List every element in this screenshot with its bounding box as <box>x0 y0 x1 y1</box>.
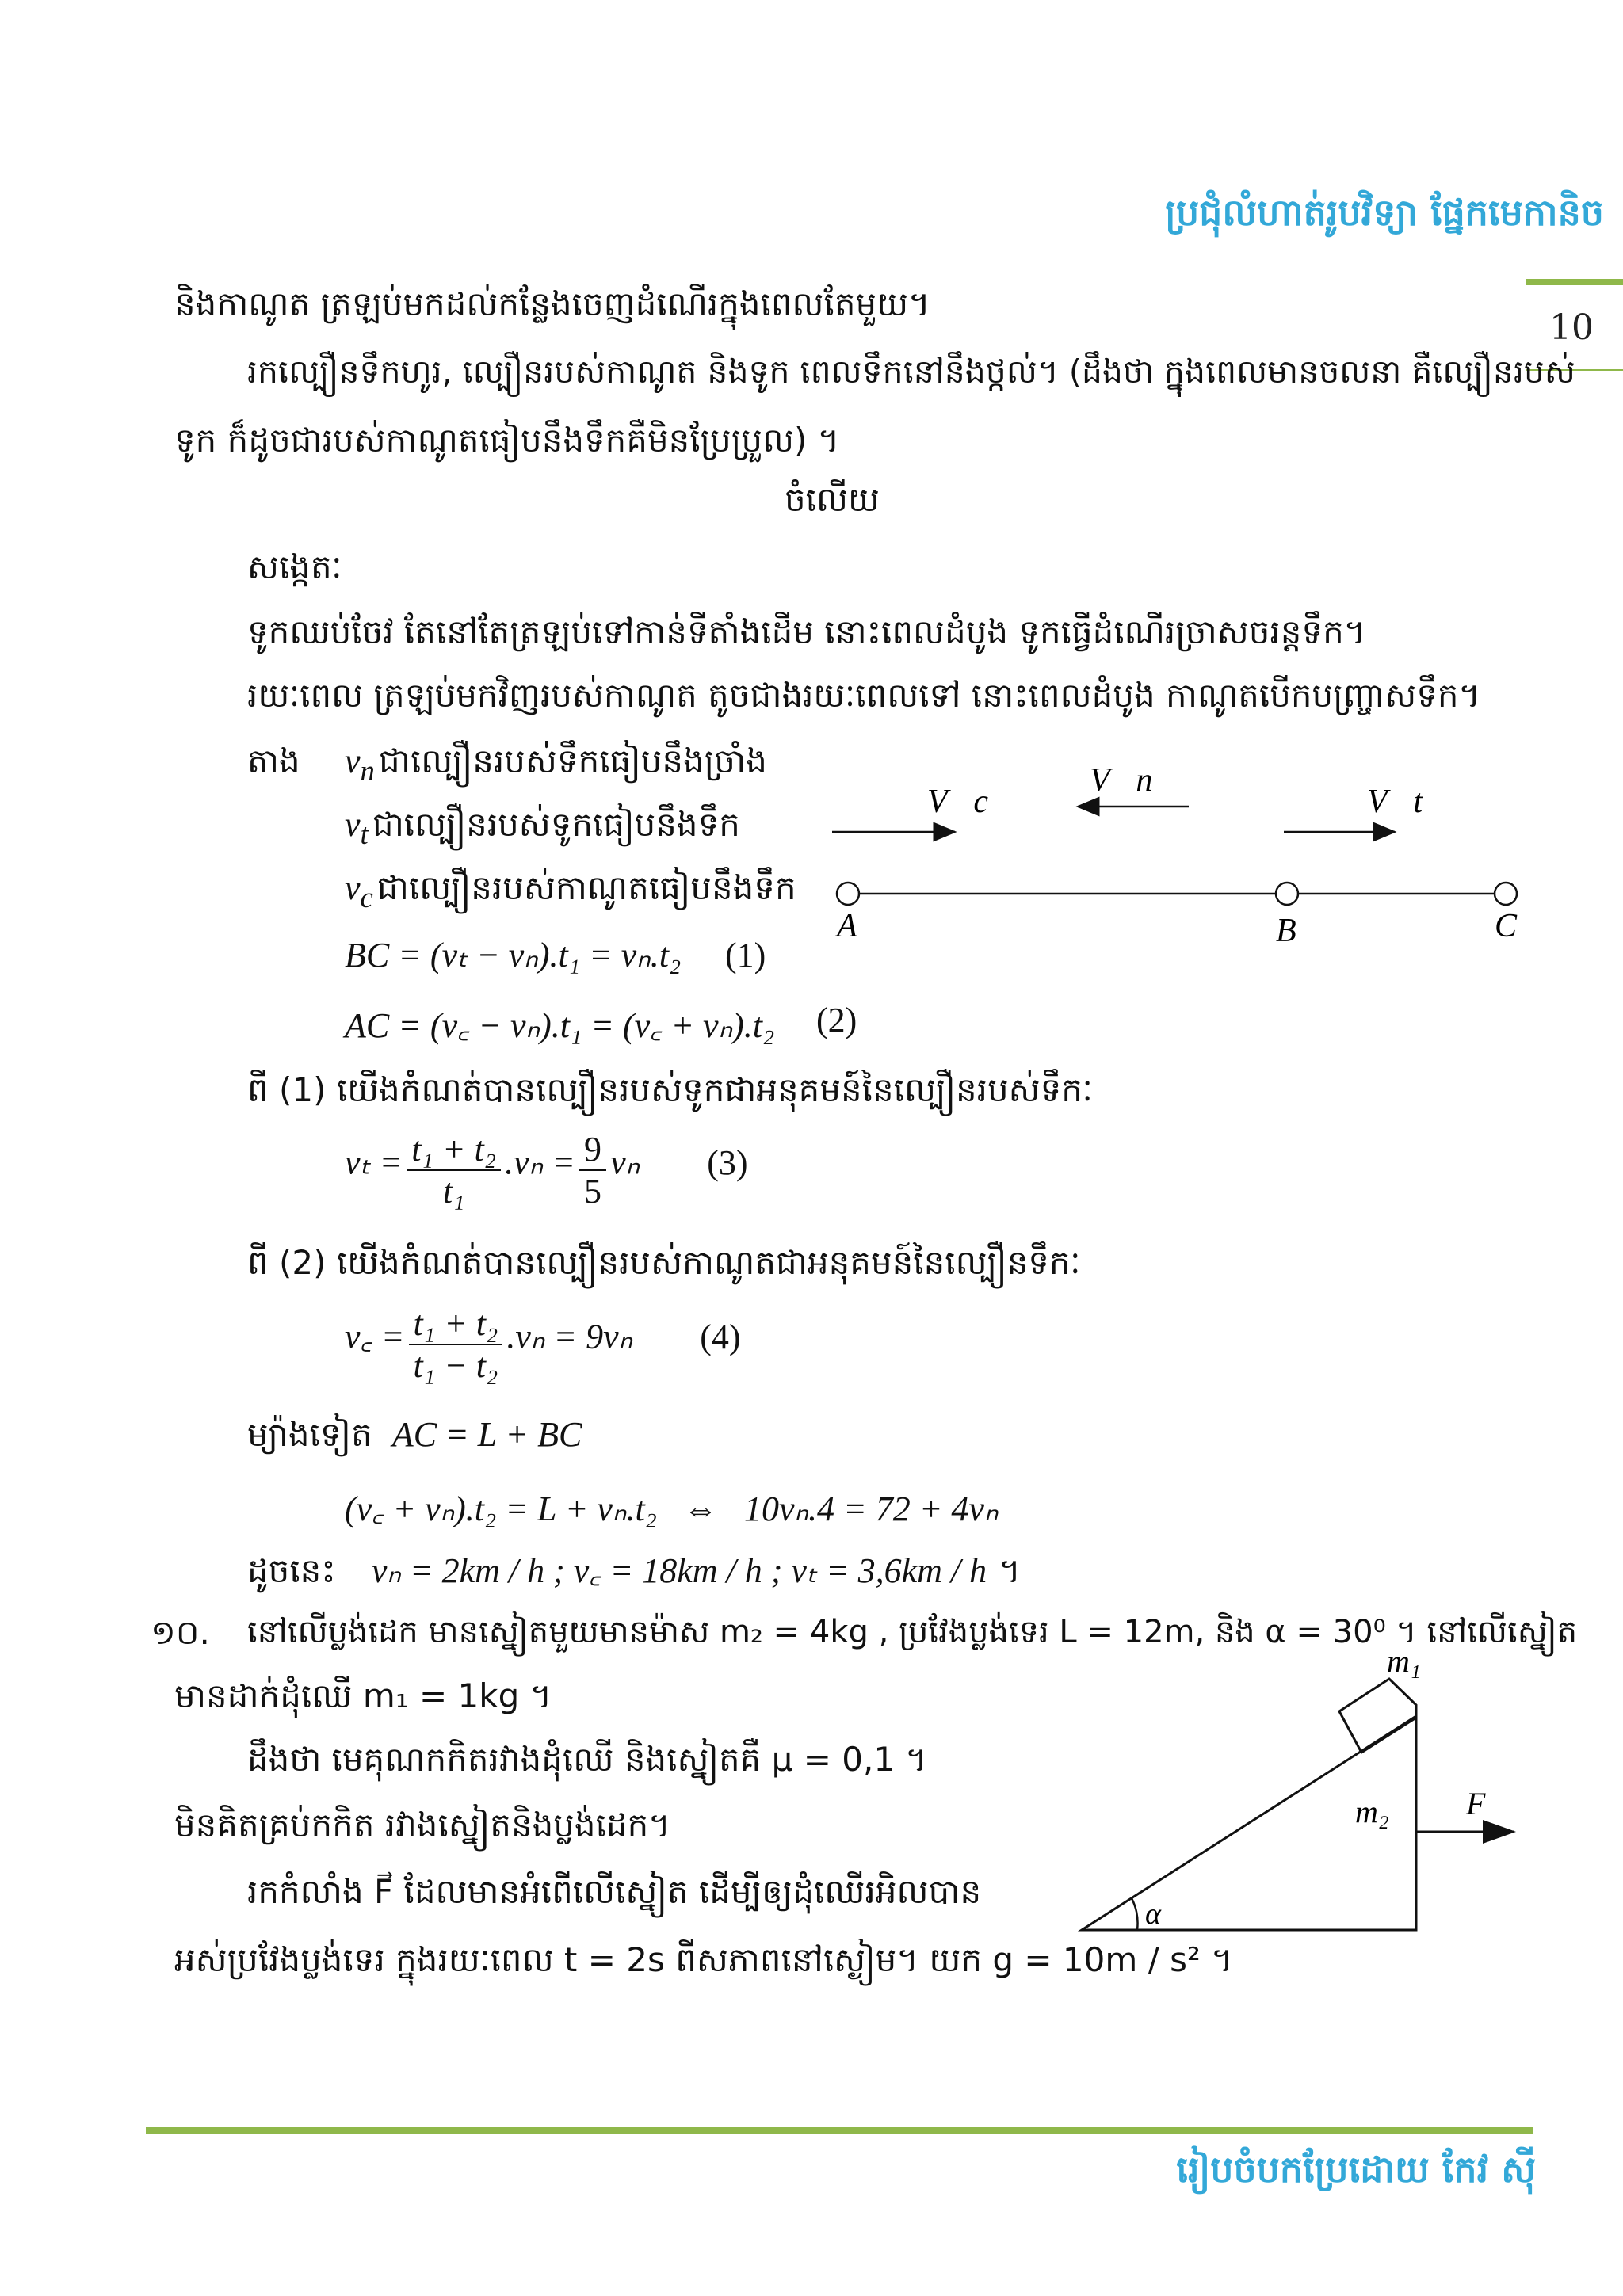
def-vn: $v_n$ ជាល្បឿនរបស់ទឹកធៀបនឹងច្រាំង <box>345 742 767 787</box>
force-label: F⃗ <box>1466 1786 1510 1821</box>
note-label: សង្កេតៈ <box>247 547 342 586</box>
angle-arc <box>1132 1898 1138 1930</box>
footer-credit: រៀបចំបកប្រែដោយ កែវ ស៊ី <box>1176 2148 1536 2191</box>
equation-tag: (2) <box>816 1001 857 1039</box>
text-line: រកកំលាំង F⃗ ដែលមានអំពើលើស្នៀត ដើម្បីឲ្យដុំឈើរអិលបាន <box>247 1872 982 1911</box>
equation-tag: (1) <box>725 936 766 974</box>
header-rule <box>1526 279 1623 285</box>
running-header: ប្រជុំលំហាត់រូបវិទ្យា ផ្នែកមេកានិច <box>1165 191 1604 234</box>
def-vt: $v_t$ ជាល្បឿនរបស់ទូកធៀបនឹងទឹក <box>345 805 740 850</box>
def-text: ជាល្បឿនរបស់កាណូតធៀបនឹងទឹក <box>376 868 796 907</box>
point-b <box>1276 883 1298 905</box>
text-line: មានដាក់ដុំឈើ m₁ = 1kg ។ <box>174 1676 552 1715</box>
label-a: A <box>837 908 857 944</box>
vt-label: V⃗t <box>1367 784 1423 820</box>
label-c: C <box>1495 908 1518 944</box>
vn-label: V⃗n <box>1090 762 1153 799</box>
page-number: 10 <box>1549 307 1594 348</box>
equation-ac-sum: ម្យ៉ាងទៀត AC = L + BC <box>247 1415 582 1454</box>
equation-ac: AC = (v꜀ − vₙ).t₁ = (v꜀ + vₙ).t₂ <box>345 1006 775 1045</box>
result-line: ដូចនេះ vₙ = 2km / h ; v꜀ = 18km / h ; vₜ = 3,6km / h ។ <box>247 1551 1021 1590</box>
equation-3: vₜ = $\frac{\text{t₁ + t₂}}{\text{t₁}}$ .vₙ = $\frac{9}{5}$ vₙ (3) <box>345 1130 748 1211</box>
let-label: តាង <box>247 742 300 780</box>
vc-label: V⃗c <box>927 784 988 820</box>
wedge-diagram <box>1062 1648 1537 1949</box>
def-vc: $v_c$ ជាល្បឿនរបស់កាណូតធៀបនឹងទឹក <box>345 868 796 913</box>
text-line: មិនគិតគ្រប់កកិត រវាងស្នៀតនិងប្លង់ដេក។ <box>174 1806 670 1844</box>
footer-rule <box>146 2127 1533 2134</box>
text-line: ដឹងថា មេគុណកកិតរវាងដុំឈើ និងស្នៀតគឺ μ = 0,1 ។ <box>247 1740 928 1779</box>
text-line: ពី (2) យើងកំណត់បានល្បឿនរបស់កាណូតជាអនុគមន៍នៃល្បឿនទឹកៈ <box>247 1243 1081 1282</box>
equation-expand: (v꜀ + vₙ).t₂ = L + vₙ.t₂ ⇔ 10vₙ.4 = 72 + 4vₙ <box>345 1489 999 1528</box>
answer-heading: ចំលើយ <box>785 480 880 519</box>
text-line: ពី (1) យើងកំណត់បានល្បឿនរបស់ទូកជាអនុគមន៍នៃល្បឿនរបស់ទឹកៈ <box>247 1070 1093 1109</box>
text-line: ទូកឈប់ចែវ តែនៅតែត្រឡប់ទៅកាន់ទីតាំងដើម នោះពេលដំបូង ទូកធ្វើដំណើរច្រាសចរន្តទឹក។ <box>247 612 1366 651</box>
def-text: ជាល្បឿនរបស់ទូកធៀបនឹងទឹក <box>372 805 740 844</box>
text-line: នៅលើប្លង់ដេក មានស្នៀតមួយមានម៉ាស m₂ = 4kg , ប្រវែងប្លង់ទេរ L = 12m, និង α = 30⁰ ។ នៅលើស្នៀត <box>247 1614 1578 1650</box>
m2-label: m₂ <box>1355 1794 1389 1829</box>
text-line: រយៈពេល ត្រឡប់មកវិញរបស់កាណូត តូចជាងរយៈពេលទៅ នោះពេលដំបូង កាណូតបើកបញ្ច្រាសទឹក។ <box>247 676 1481 715</box>
text-line: និងកាណូត ត្រឡប់មកដល់កន្លែងចេញដំណើរក្នុងពេលតែមួយ។ <box>174 284 930 323</box>
m1-label: m₁ <box>1387 1648 1421 1679</box>
text-line: រកល្បឿនទឹកហូរ, ល្បឿនរបស់កាណូត និងទូក ពេលទឹកនៅនឹងថ្កល់។ (ដឹងថា ក្នុងពេលមានចលនា គឺល្បឿនរបស់ <box>247 353 1575 391</box>
velocity-diagram <box>816 753 1529 959</box>
problem-number: ១០. <box>151 1613 210 1652</box>
equation-bc: BC = (vₜ − vₙ).t₁ = vₙ.t₂ <box>345 936 682 974</box>
point-a <box>837 883 859 905</box>
point-c <box>1495 883 1517 905</box>
text-line: ទូក ក៏ដូចជារបស់កាណូតធៀបនឹងទឹកគឺមិនប្រែប្រួល) ។ <box>174 421 840 460</box>
equation-4: v꜀ = $\frac{\text{t₁ + t₂}}{\text{t₁ − t₂}}$ .vₙ = 9vₙ (4) <box>345 1304 741 1385</box>
alpha-label: α <box>1145 1897 1161 1931</box>
def-text: ជាល្បឿនរបស់ទឹកធៀបនឹងច្រាំង <box>378 742 767 780</box>
text-line: អស់ប្រវែងប្លង់ទេរ ក្នុងរយៈពេល t = 2s ពីសភាពនៅស្ងៀម។ យក g = 10m / s² ។ <box>174 1940 1233 1979</box>
label-b: B <box>1276 913 1296 949</box>
block <box>1339 1679 1416 1753</box>
